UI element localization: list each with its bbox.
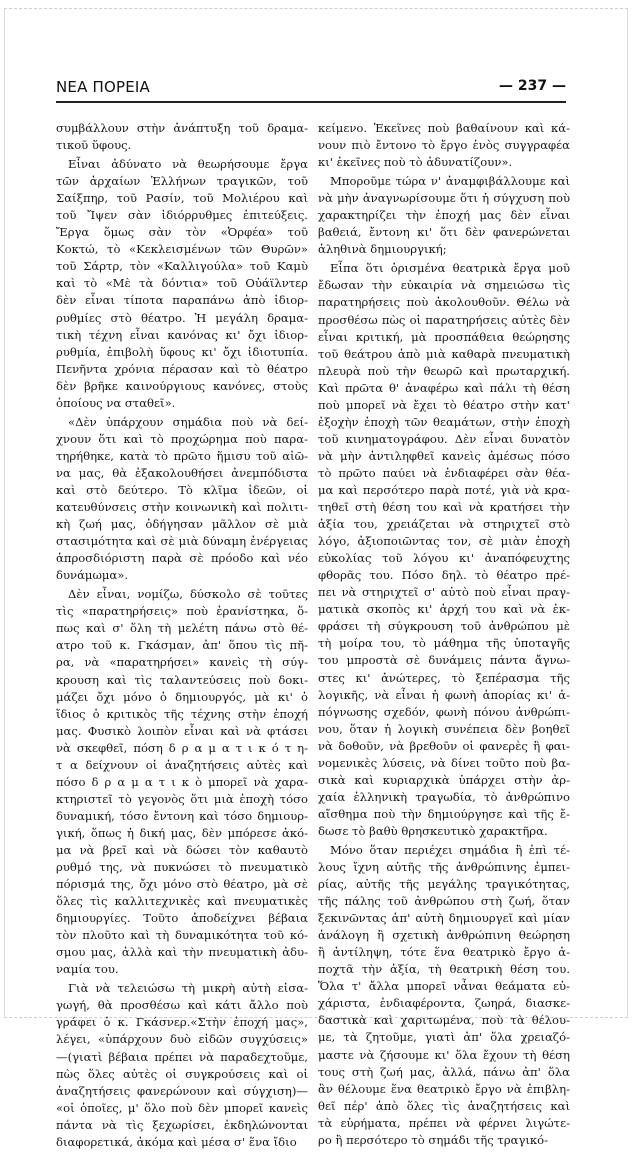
text-line: διαφορετικά, ἀκόμα καὶ μέσα σ' ἕνα ἴδιο (56, 1134, 297, 1149)
text-line: ἀνάλογη ἢ σχετικὴ ἀνθρώπινη θεώρηση (318, 928, 570, 943)
text-line: Σαίξπηρ, τοῦ Ρασίν, τοῦ Μολιέρου καὶ (56, 191, 308, 206)
paragraph (56, 586, 308, 978)
text-line: τοῦ Ἴψεν σὰν ἰδιόρρυθμες ἐπιτεύξεις. (56, 208, 308, 223)
text-line: Καὶ πρῶτα θ' ἀναφέρω καὶ πάλι τὴ θέση (318, 380, 570, 395)
text-line: τῶν ἀρχαίων Ἑλλήνων τραγικῶν, τοῦ (56, 174, 308, 189)
text-line: συμβάλλουν στὴν ἀνάπτυξη τοῦ δραμα- (56, 121, 308, 135)
text-line: τ α δείχνουν οἱ ἀναζητήσεις αὐτὲς καὶ (56, 757, 308, 772)
text-line: τὰ εὑρήματα, πρέπει νὰ φέρνει λιγώτε- (318, 1115, 570, 1130)
text-line: πως καὶ σ' ὅλη τὴ μελέτη πάνω στὸ θέ- (56, 621, 308, 636)
text-line: ἔδωσαν τὴν εὐκαιρία νὰ σημειώσω τὶς (318, 278, 570, 293)
text-line: τὶς «παρατηρήσεις» ποὺ ἐρανίστηκα, ὅ- (56, 604, 308, 619)
text-line: ρο ἢ περσότερο τὸ σημάδι τῆς τραγικό- (318, 1132, 549, 1147)
text-line: κείμενο. Ἐκεῖνες ποὺ βαθαίνουν καὶ κά- (318, 121, 570, 135)
text-line: δωσε τὸ βαθὺ θρησκευτικὸ χαρακτῆρα. (318, 823, 548, 838)
text-line: παρατηρήσεις ποὺ ἀκολουθοῦν. Θέλω νὰ (318, 295, 570, 310)
text-line: πόσο δ ρ α μ α τ ι κ ὸ μπορεῖ νὰ χαρα- (56, 774, 308, 789)
text-line: τηρήθηκε, κατὰ τὸ πρῶτο ἥμισυ τοῦ αἰῶ- (56, 448, 308, 463)
text-line: κι' ἐκεῖνες ποὺ τὸ ἀδυνατίζουν». (318, 155, 513, 170)
text-line: νὰ μὴν ἀντιληφθεῖ κανεὶς ἀμέσως πόσο (318, 448, 570, 463)
text-line: λογικῆς, νὰ εἶναι ἡ φωνὴ ἀπορίας κι' ἀ- (318, 687, 570, 702)
text-line: σμου μας, ἀλλὰ καὶ τὴν πνευματικὴ ἀδυ- (56, 945, 308, 960)
text-line: μάζει ὄχι μόνο ὁ δημιουργός, μὰ κι' ὁ (56, 689, 308, 704)
text-line: αἴσθημα ποὺ τὴν δημιούργησε καὶ τῆς ἔ- (318, 806, 570, 821)
text-line: δυνάμωμα». (56, 568, 129, 583)
text-line: πὼς ὅλες αὐτὲς οἱ συγκρούσεις καὶ οἱ (56, 1066, 308, 1081)
text-line: δυναμική, τόσο ἔντονη καὶ τόσο δημιουρ- (56, 808, 308, 823)
text-line: «Δὲν ὑπάρχουν σημάδια ποὺ νὰ δεί- (68, 414, 308, 429)
paragraph (318, 173, 570, 258)
text-line: κατευθύνσεις στὴν κοινωνικὴ καὶ πολιτι- (56, 500, 308, 515)
text-line: χαρακτηρίζει τὴν ἐποχή μας δὲν εἶναι (318, 208, 570, 223)
text-line: στασιμότητα καὶ σὲ μιὰ δύναμη ἐνέργειας (56, 534, 308, 549)
page-header (56, 78, 566, 98)
text-line: στες κι' ἀνώτερες, τὸ ξεπέρασμα τῆς (318, 670, 570, 685)
text-line: κὴ ζωή μας, ὁδήγησαν μᾶλλον σὲ μιὰ (56, 517, 308, 532)
text-line: χνουν ὅτι καὶ τὸ προχώρημα ποὺ παρα- (56, 431, 308, 446)
paragraph (56, 120, 308, 154)
text-line: τὸ πρῶτο παύει νὰ ἐνδιαφέρει σὰν θέα- (318, 465, 570, 480)
text-line: μα νὰ βρεῖ καὶ νὰ δώσει τὸν καθαυτὸ (56, 842, 308, 857)
text-line: κτηριστεῖ τὸ γεγονὸς ὅτι μιὰ ἐποχὴ τόσο (56, 791, 308, 806)
paragraph (56, 156, 308, 412)
text-line: μα καὶ περσότερο παρὰ ποτέ, γιὰ νὰ κρα- (318, 482, 570, 497)
text-line: τοῦ θεάτρου ἀπὸ μιὰ καθαρὰ πνευματικὴ (318, 346, 570, 361)
text-line: δὲν βρῆκε καινούργιους κανόνες, στοὺς (56, 378, 308, 393)
page-number: — 237 — (499, 78, 566, 94)
text-line: κρουση καὶ τὶς ταλαντεύσεις ποὺ δοκι- (56, 672, 308, 687)
text-line: νου, ὅταν ἡ λογικὴ συνέπεια δὲν βοηθεῖ (318, 721, 570, 736)
text-line: γράφει ὁ κ. Γκάσνερ.«Στὴν ἐποχή μας», (56, 1015, 308, 1030)
text-line: ρα, νὰ «παρατηρήσει» κανεὶς τὴ σύγ- (56, 655, 308, 670)
left-column (56, 120, 308, 1153)
text-line: τῆς πάλης τοῦ ἀνθρώπου στὴ ζωή, ὅταν (318, 894, 570, 909)
text-line: λους ἴχνη αὐτῆς τῆς ἀνθρώπινης ἐμπει- (318, 860, 570, 875)
text-line: ναμία του. (56, 962, 119, 977)
text-line: δαστικὰ καὶ χαριτωμένα, ποὺ τὰ θέλου- (318, 1013, 570, 1028)
text-line: λέγει, «ὑπάρχουν δυὸ εἰδῶν συγχύσεις» (56, 1032, 308, 1047)
text-line: νὰ δοθοῦν, νὰ βρεθοῦν οἱ φανερὲς ἢ φαι- (318, 738, 570, 753)
paragraph (56, 414, 308, 584)
text-line: ἴδιος ὁ κριτικὸς τῆς τέχνης στὴν ἐποχή (56, 706, 308, 721)
paragraph (318, 120, 570, 171)
text-line: καὶ τὸ «Μὲ τὰ δόντια» τοῦ Οὐάϊλντερ (56, 276, 308, 291)
text-line: πάντα νὰ τὶς ξεχωρίσει, ἐκδηλώνονται (56, 1117, 308, 1132)
text-line: του μπροστὰ σὲ δυνάμεις πάντα ἄγνω- (318, 653, 570, 668)
text-line: χαία ἑλληνικὴ τραγωδία, τὸ ἀνθρώπινο (318, 789, 570, 804)
text-line: μας. Φυσικὸ λοιπὸν εἶναι καὶ νὰ φτάσει (56, 723, 308, 738)
text-line: ποὺ μπορεῖ νὰ ἔχει τὸ θέατρο στὴν κατ' (318, 397, 570, 412)
text-line: λόγο, ἀξιοποιῶντας τον, σὲ μιὰν ἐποχὴ (318, 534, 570, 549)
text-line: ρίας, αὐτῆς τῆς μεγάλης τραγικότητας, (318, 877, 570, 892)
text-line: ἀξία του, χρειάζεται νὰ στηριχτεῖ στὸ (318, 517, 570, 532)
text-line: ματικὰ σκοπὸς κι' ἀρχή του καὶ νὰ ἐκ- (318, 602, 570, 617)
text-line: Μποροῦμε τώρα ν' ἀναμφιβάλλουμε καὶ (330, 174, 570, 189)
text-line: τηθεῖ στὴ θέση του καὶ νὰ κρατήσει τὴν (318, 500, 570, 515)
text-line: γωγή, θὰ προσθέσω καὶ κάτι ἄλλο ποὺ (56, 998, 308, 1013)
text-line: σικὰ καὶ κυριαρχικὰ ὑπάρχει στὴν ἀρ- (318, 772, 570, 787)
text-line: ατρο τοῦ κ. Γκάσμαν, ἀπ' ὅπου τὶς πῆ- (56, 638, 308, 653)
text-line: πόρισμά της, ὄχι μόνο στὸ θέατρο, μὰ σὲ (56, 877, 308, 892)
text-line: γική, ὅπως ἡ δική μας, δὲν μπόρεσε ἀκό- (56, 825, 308, 840)
text-line: Πενῆντα χρόνια πέρασαν καὶ τὸ θέατρο (56, 361, 308, 376)
text-line: θεῖ πέρ' ἀπὸ ὅλες τὶς ἀναζητήσεις καὶ (318, 1098, 570, 1113)
text-line: δημιουργίες. Τοῦτο ἀποδείχνει βέβαια (56, 911, 308, 926)
text-line: δὲν εἶναι τίποτα παραπάνω ἀπὸ ἰδιορ- (56, 293, 308, 308)
text-line: Κοκτώ, τὸ «Κεκλεισμένων τῶν Θυρῶν» (56, 242, 308, 257)
text-line: με, τὰ ζητοῦμε, γιατὶ ἀπ' ὅλα χρειαζό- (318, 1030, 570, 1045)
text-line: νουν πιὸ ἔντονο τὸ ἔργο ἑνὸς συγγραφέα (318, 138, 570, 153)
text-line: χάριστα, ἐνδιαφέροντα, ζωηρά, διασκε- (318, 996, 570, 1011)
journal-title: ΝΕΑ ΠΟΡΕΙΑ (56, 78, 151, 96)
text-line: τὸν πλοῦτο καὶ τὴ δυναμικότητα τοῦ κό- (56, 928, 308, 943)
text-line: πλευρὰ ποὺ τὴν θεωρῶ καὶ πρωταρχική. (318, 363, 570, 378)
text-line: τοῦ κινηματογράφου. Δὲν εἶναι δυνατὸν (318, 431, 570, 446)
text-line: καὶ στὸ δεύτερο. Τὸ κλῖμα ἰδεῶν, οἱ (56, 482, 308, 497)
text-line: προσθέσω πὼς οἱ παρατηρήσεις αὐτὲς δὲν (318, 312, 570, 327)
text-line: ποχτᾶ τὴν ἀξία, τὴ θεατρικὴ θέση του. (318, 962, 570, 977)
text-line: ἀπροσδιόριστη παρὰ σὲ πρόοδο καὶ νέο (56, 551, 308, 566)
text-line: εἶναι κριτική, μὰ προσπάθεια θεώρησης (318, 329, 570, 344)
text-line: τοῦ Σάρτρ, τὸν «Καλλιγούλα» τοῦ Καμὺ (56, 259, 308, 274)
text-line: ὁποίους να σταθεῖ». (56, 395, 176, 410)
text-line: νὰ μὴν ἀναγνωρίσουμε ὅτι ἡ σύγχυση ποὺ (318, 191, 570, 206)
text-line: Ὅλα τ' ἄλλα μπορεῖ νἆναι θεάματα εὐ- (318, 979, 570, 994)
text-line: να μας, θὰ ἐξακολουθήσει ἀνεμπόδιστα (56, 465, 308, 480)
text-line: εὐκολίας τοῦ λόγου κι' ἀναπόφευχτης (318, 551, 570, 566)
text-line: ἀναζητήσεις φανερώνουν καὶ σύγχιση)— (56, 1083, 308, 1098)
text-line: ρυθμό της, νὰ πυκνώσει τὸ πνευματικὸ (56, 860, 308, 875)
text-line: ἐξοχὴν ἐποχὴ τῶν θεαμάτων, στὴν ἐποχὴ (318, 414, 570, 429)
text-line: ἂν θέλουμε ἕνα θεατρικὸ ἔργο νὰ ἐπιβλη- (318, 1081, 570, 1096)
text-line: —(γιατὶ βέβαια πρέπει νὰ παραδεχτοῦμε, (56, 1049, 308, 1064)
text-line: βαθειά, ἔντονη κι' ὅτι δὲν φανερώνεται (318, 225, 570, 240)
text-line: τὴ μοίρα του, τὸ μάθημα τῆς ὑποταγῆς (318, 636, 570, 651)
text-line: ρυθμία, ἐπιβολὴ ὕφους κι' ὄχι ἰδιοτυπία. (56, 344, 308, 359)
text-line: Γιὰ νὰ τελειώσω τὴ μικρὴ αὐτὴ εἰσα- (68, 981, 308, 996)
paragraph (318, 260, 570, 840)
text-line: νομενικὲς λύσεις, νὰ δίνει τοῦτο ποὺ βα- (318, 755, 570, 770)
text-line: τους στὴ ζωή μας, ἀλλά, πάνω ἀπ' ὅλα (318, 1064, 570, 1079)
text-line: ἀληθινὰ δημιουργική; (318, 242, 447, 257)
paragraph (318, 842, 570, 1149)
text-line: ἢ ἀντίληψη, τότε ἕνα θεατρικὸ ἔργο ἀ- (318, 945, 570, 960)
text-line: Δὲν εἶναι, νομίζω, δύσκολο σὲ τοῦτες (68, 587, 308, 602)
text-line: μαστε νὰ ζήσουμε κι' ὅλα ἔχουν τὴ θέση (318, 1047, 570, 1062)
text-line: Εἶναι ἀδύνατο νὰ θεωρήσουμε ἔργα (68, 157, 308, 172)
text-line: ρυθμίες στὸ θέατρο. Ἡ μεγάλη δραμα- (56, 310, 308, 325)
text-line: φράσει τὴ σύγκρουση τοῦ ἀνθρώπου μὲ (318, 619, 570, 634)
text-line: ὅλες τὶς καλλιτεχνικὲς καὶ πνευματικὲς (56, 894, 308, 909)
text-line: τικὴ τέχνη εἶναι κανόνας κι' ὄχι ἰδιορ- (56, 327, 308, 342)
text-line: φθορᾶς του. Πόσο δηλ. τὸ θέατρο πρέ- (318, 568, 570, 583)
text-line: Ἔργα ὅμως σὰν τὸν «Ὀρφέα» τοῦ (56, 225, 308, 240)
text-line: Εἶπα ὅτι ὁρισμένα θεατρικὰ ἔργα μοῦ (330, 261, 570, 276)
paragraph (56, 980, 308, 1150)
text-line: νὰ σκεφθεῖ, πόση δ ρ α μ α τ ι κ ό τ η- (56, 740, 308, 755)
text-line: ξεκινῶντας ἀπ' αὐτὴ δημιουργεῖ καὶ μίαν (318, 911, 570, 926)
text-line: τικοῦ ὕφους. (56, 138, 132, 153)
text-line: πει νὰ στηριχτεῖ σ' αὐτὸ ποὺ εἶναι πραγ- (318, 585, 570, 600)
text-line: πόγνωσης σχεδόν, φωνὴ πόνου ἀνθρώπι- (318, 704, 570, 719)
text-line: Μόνο ὅταν περιέχει σημάδια ἢ ἐπὶ τέ- (330, 842, 570, 857)
header-rule (56, 101, 566, 103)
right-column (318, 120, 570, 1151)
text-line: «οἱ ὁποῖες, μ' ὅλο ποὺ δὲν μπορεῖ κανεὶς (56, 1100, 308, 1115)
